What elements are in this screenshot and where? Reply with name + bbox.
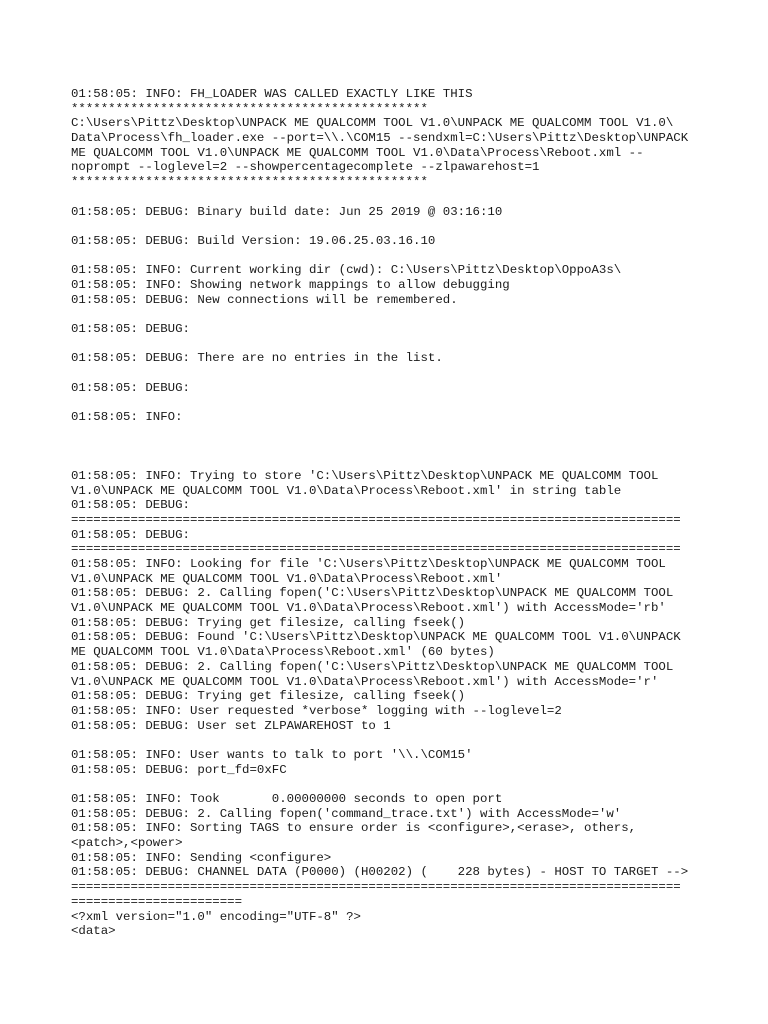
log-line: 01:58:05: INFO: User requested *verbose* logging with --loglevel=2 [71,703,562,718]
log-blank-line [71,249,711,264]
log-line: ************************************************ [71,101,428,116]
log-line: ================================================================================== [71,542,681,557]
log-blank-line [71,190,711,205]
log-line: 01:58:05: DEBUG: 2. Calling fopen('command_trace.txt') with AccessMode='w' [71,806,622,821]
log-blank-line [71,307,711,322]
log-line: 01:58:05: DEBUG: Found 'C:\Users\Pittz\Desktop\UNPACK ME QUALCOMM TOOL V1.0\UNPACK [71,630,681,645]
log-line: <data> [71,924,116,939]
log-line: ME QUALCOMM TOOL V1.0\UNPACK ME QUALCOMM TOOL V1.0\Data\Process\Reboot.xml -- [71,145,644,160]
log-line: <patch>,<power> [71,836,183,851]
log-blank-line [71,425,711,440]
log-line: 01:58:05: DEBUG: 2. Calling fopen('C:\Users\Pittz\Desktop\UNPACK ME QUALCOMM TOOL [71,659,674,674]
log-line: 01:58:05: DEBUG: Trying get filesize, calling fseek() [71,689,466,704]
log-blank-line [71,733,711,748]
log-line: 01:58:05: INFO: [71,410,183,425]
log-line: 01:58:05: DEBUG: Trying get filesize, calling fseek() [71,615,466,630]
log-line: 01:58:05: DEBUG: 2. Calling fopen('C:\Users\Pittz\Desktop\UNPACK ME QUALCOMM TOOL [71,586,674,601]
log-line: 01:58:05: INFO: FH_LOADER WAS CALLED EXACTLY LIKE THIS [71,87,473,101]
log-blank-line [71,395,711,410]
log-line: 01:58:05: DEBUG: There are no entries in the list. [71,351,443,366]
log-line: 01:58:05: INFO: User wants to talk to port '\\.\COM15' [71,747,473,762]
log-blank-line [71,454,711,469]
log-line: ======================= [71,894,243,909]
log-line: 01:58:05: DEBUG: New connections will be remembered. [71,292,458,307]
log-line: 01:58:05: INFO: Showing network mappings to allow debugging [71,277,510,292]
log-line: 01:58:05: DEBUG: User set ZLPAWAREHOST to 1 [71,718,391,733]
log-line: 01:58:05: INFO: Sorting TAGS to ensure order is <configure>,<erase>, others, [71,821,637,836]
log-line: 01:58:05: DEBUG: port_fd=0xFC [71,762,287,777]
log-blank-line [71,440,711,455]
log-line: <?xml version="1.0" encoding="UTF-8" ?> [71,909,361,924]
log-blank-line [71,777,711,792]
log-line: 01:58:05: DEBUG: Binary build date: Jun 25 2019 @ 03:16:10 [71,204,503,219]
log-line: ************************************************ [71,175,428,190]
log-line: 01:58:05: DEBUG: [71,380,190,395]
log-line: 01:58:05: INFO: Took 0.00000000 seconds to open port [71,792,503,806]
log-text-block [71,87,711,939]
log-blank-line [71,366,711,381]
log-line: ME QUALCOMM TOOL V1.0\Data\Process\Reboot.xml' (60 bytes) [71,645,495,660]
log-line: V1.0\UNPACK ME QUALCOMM TOOL V1.0\Data\Process\Reboot.xml') with AccessMode='rb' [71,601,666,616]
log-line: 01:58:05: DEBUG: Build Version: 19.06.25.03.16.10 [71,233,436,248]
log-line: V1.0\UNPACK ME QUALCOMM TOOL V1.0\Data\Process\Reboot.xml' [71,571,503,586]
log-line: Data\Process\fh_loader.exe --port=\\.\COM15 --sendxml=C:\Users\Pittz\Desktop\UNPACK [71,131,689,146]
log-line: 01:58:05: DEBUG: [71,322,190,336]
log-line: noprompt --loglevel=2 --showpercentagecomplete --zlpawarehost=1 [71,160,540,175]
log-line: 01:58:05: INFO: Looking for file 'C:\Users\Pittz\Desktop\UNPACK ME QUALCOMM TOOL [71,557,666,571]
log-line: ================================================================================== [71,512,681,527]
log-line: 01:58:05: DEBUG: CHANNEL DATA (P0000) (H00202) ( 228 bytes) - HOST TO TARGET --> [71,865,689,880]
log-line: ================================================================================== [71,880,681,895]
log-line: 01:58:05: INFO: Sending <configure> [71,850,332,865]
log-line: V1.0\UNPACK ME QUALCOMM TOOL V1.0\Data\Process\Reboot.xml') with AccessMode='r' [71,674,659,689]
log-blank-line [71,337,711,352]
log-line: 01:58:05: INFO: Current working dir (cwd): C:\Users\Pittz\Desktop\OppoA3s\ [71,263,622,278]
log-line: 01:58:05: DEBUG: [71,527,190,542]
log-line: C:\Users\Pittz\Desktop\UNPACK ME QUALCOMM TOOL V1.0\UNPACK ME QUALCOMM TOOL V1.0\ [71,116,674,131]
log-line: V1.0\UNPACK ME QUALCOMM TOOL V1.0\Data\Process\Reboot.xml' in string table [71,483,622,498]
log-blank-line [71,219,711,234]
log-line: 01:58:05: INFO: Trying to store 'C:\Users\Pittz\Desktop\UNPACK ME QUALCOMM TOOL [71,468,659,483]
log-line: 01:58:05: DEBUG: [71,498,190,513]
